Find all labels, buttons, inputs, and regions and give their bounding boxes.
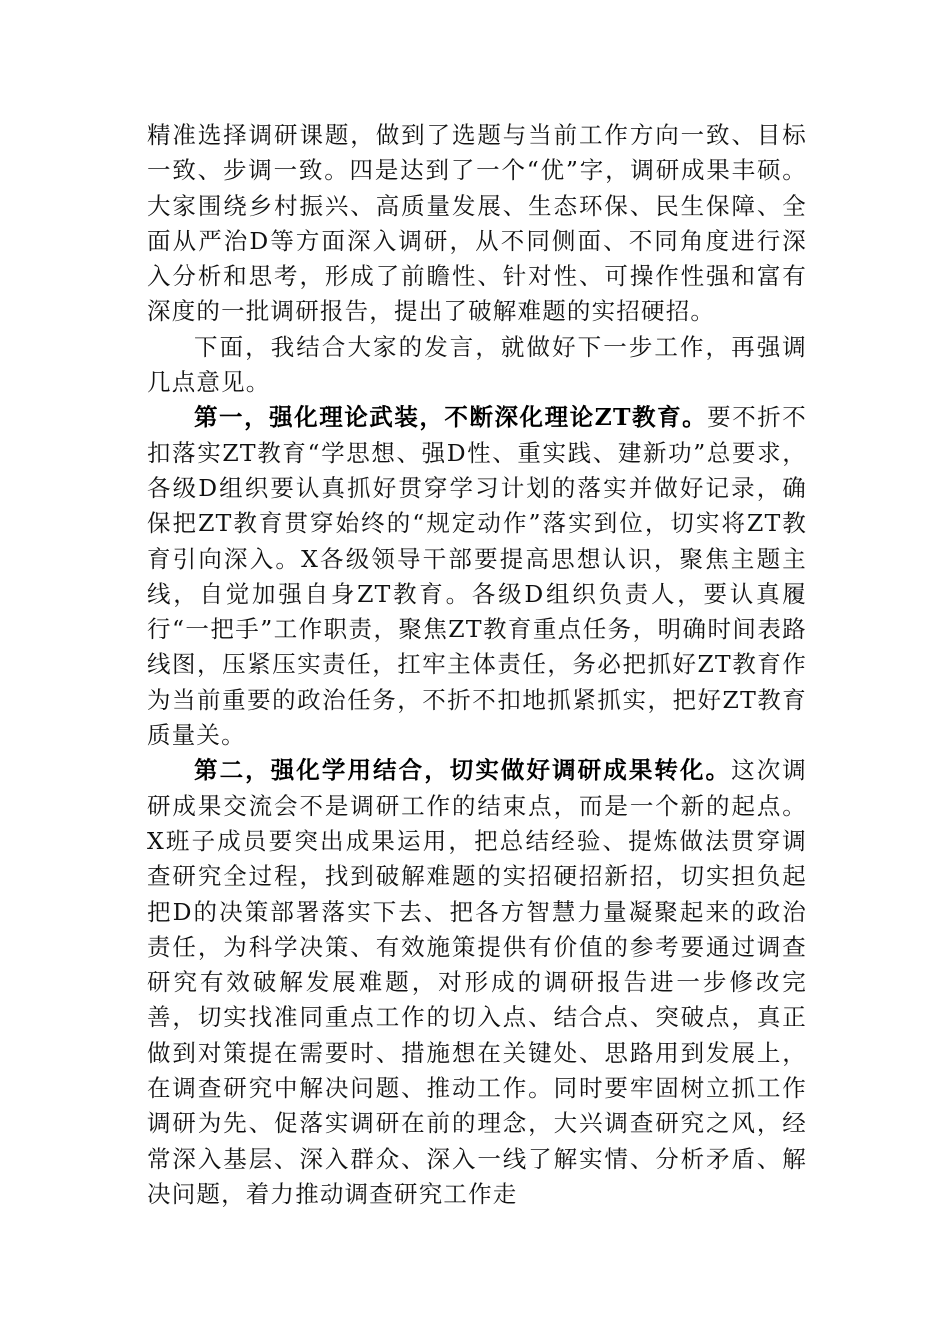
paragraph-text: 要不折不扣落实ZT教育“学思想、强D性、重实践、建新功”总要求，各级D组织要认真抓好贯穿学习计划的落实并做好记录，确保把ZT教育贯穿始终的“规定动作”落实到位，切实将ZT教育引向深入。X各级领导干部要提高思想认识，聚焦主题主线，自觉加强自身ZT教育。各级D组织负责人，要认真履行“一把手”工作职责，聚焦ZT教育重点任务，明确时间表路线图，压紧压实责任，扛牢主体责任，务必把抓好ZT教育作为当前重要的政治任务，不折不扣地抓紧抓实，把好ZT教育质量关。 [147,403,807,750]
paragraph-heading: 第二，强化学用结合，切实做好调研成果转化。 [194,756,732,785]
paragraph-heading: 第一，强化理论武装，不断深化理论ZT教育。 [194,403,708,432]
paragraph-continued [147,118,807,330]
paragraph-point-one [147,400,807,753]
paragraph-point-two [147,753,807,1212]
paragraph-text: 下面，我结合大家的发言，就做好下一步工作，再强调几点意见。 [147,332,807,397]
document-body [147,118,807,1212]
paragraph-text: 精准选择调研课题，做到了选题与当前工作方向一致、目标一致、步调一致。四是达到了一个“优”字，调研成果丰硕。大家围绕乡村振兴、高质量发展、生态环保、民生保障、全面从严治D等方面深入调研，从不同侧面、不同角度进行深入分析和思考，形成了前瞻性、针对性、可操作性强和富有深度的一批调研报告，提出了破解难题的实招硬招。 [147,121,807,326]
paragraph-text: 这次调研成果交流会不是调研工作的结束点，而是一个新的起点。X班子成员要突出成果运用，把总结经验、提炼做法贯穿调查研究全过程，找到破解难题的实招硬招新招，切实担负起把D的决策部署落实下去、把各方智慧力量凝聚起来的政治责任，为科学决策、有效施策提供有价值的参考要通过调查研究有效破解发展难题，对形成的调研报告进一步修改完善，切实找准同重点工作的切入点、结合点、突破点，真正做到对策提在需要时、措施想在关键处、思路用到发展上，在调查研究中解决问题、推动工作。同时要牢固树立抓工作调研为先、促落实调研在前的理念，大兴调查研究之风，经常深入基层、深入群众、深入一线了解实情、分析矛盾、解决问题，着力推动调查研究工作走 [147,756,807,1208]
paragraph-intro [147,330,807,401]
